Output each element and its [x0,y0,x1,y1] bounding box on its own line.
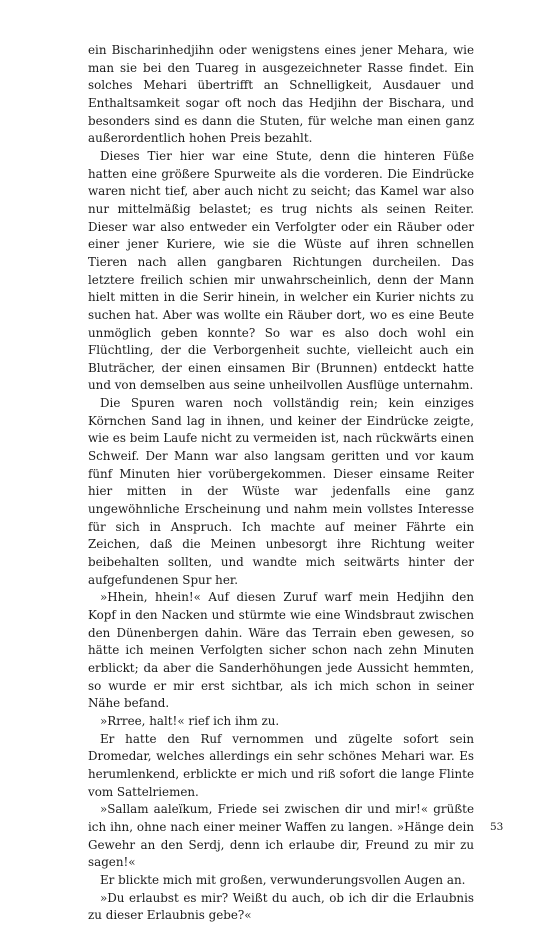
paragraph-3: Die Spuren waren noch vollständig rein; kein einziges Körnchen Sand lag in ihnen, und keiner der Eindrücke zeigte, wie es beim Laufe nicht zu vermeiden ist, nach rückwärts einen Schweif. Der Mann war also langsam geritten und vor kaum fünf Minuten hier vorübergekommen. Dieser einsame Reiter hier mitten in der Wüste war jedenfalls eine ganz ungewöhnliche Erscheinung und nahm mein vollstes Interesse für sich in Anspruch. Ich machte auf meiner Fährte ein Zeichen, daß die Meinen unbesorgt ihre Richtung weiter beibehalten sollten, und wandte mich seitwärts hinter der aufgefundenen Spur her. [88,396,474,587]
paragraph-4: »Hhein, hhein!« Auf diesen Zuruf warf mein Hedjihn den Kopf in den Nacken und stürmte wie eine Windsbraut zwischen den Dünenbergen dahin. Wäre das Terrain eben gewesen, so hätte ich meinen Verfolgten sicher schon nach zehn Minuten erblickt; da aber die Sanderhöhungen jede Aussicht hemmten, so wurde er mir erst sichtbar, als ich mich schon in seiner Nähe befand. [88,590,474,711]
paragraph-2: Dieses Tier hier war eine Stute, denn die hinteren Füße hatten eine größere Spurweite als die vorderen. Die Eindrücke waren nicht tief, aber auch nicht zu seicht; das Kamel war also nur mittelmäßig belastet; es trug nichts als seinen Reiter. Dieser war also entweder ein Verfolgter oder ein Räuber oder einer jener Kuriere, wie sie die Wüste auf ihren schnellen Tieren nach allen gangbaren Richtungen durcheilen. Das letztere freilich schien mir unwahrscheinlich, denn der Mann hielt mitten in die Serir hinein, in welcher ein Kurier nichts zu suchen hat. Aber was wollte ein Räuber dort, wo es eine Beute unmöglich geben konnte? So war es also doch wohl ein Flüchtling, der die Verborgenheit suchte, vielleicht auch ein Bluträcher, der einen einsamen Bir (Brunnen) entdeckt hatte und von demselben aus seine unheilvollen Ausflüge unternahm. [88,148,474,393]
paragraph-1: ein Bischarinhedjihn oder wenigstens eines jener Mehara, wie man sie bei den Tuareg in ausgezeichneter Rasse findet. Ein solches Mehari übertrifft an Schnelligkeit, Ausdauer und Enthaltsamkeit sogar oft noch das Hedjihn der Bischara, und besonders sind es dann die Stuten, für welche man einen ganz außerordentlich hohen Preis bezahlt. [88,43,474,146]
paragraph-9: »Du erlaubst es mir? Weißt du auch, ob ich dir die Erlaubnis zu dieser Erlaubnis gebe?« [88,890,474,923]
paragraph-8: Er blickte mich mit großen, verwunderungsvollen Augen an. [100,872,466,887]
paragraph-6: Er hatte den Ruf vernommen und zügelte sofort sein Dromedar, welches allerdings ein sehr schönes Mehari war. Es herumlenkend, erblickte er mich und riß sofort die lange Flinte vom Sattelriemen. [88,731,474,799]
page-body-text [88,42,474,925]
paragraph-7: »Sallam aaleïkum, Friede sei zwischen dir und mir!« grüßte ich ihn, ohne nach einer meiner Waffen zu langen. »Hänge dein Gewehr an den Serdj, denn ich erlaube dir, Freund zu mir zu sagen!« [88,802,474,870]
page-number: 53 [490,821,504,833]
paragraph-5: »Rrree, halt!« rief ich ihm zu. [100,713,280,728]
